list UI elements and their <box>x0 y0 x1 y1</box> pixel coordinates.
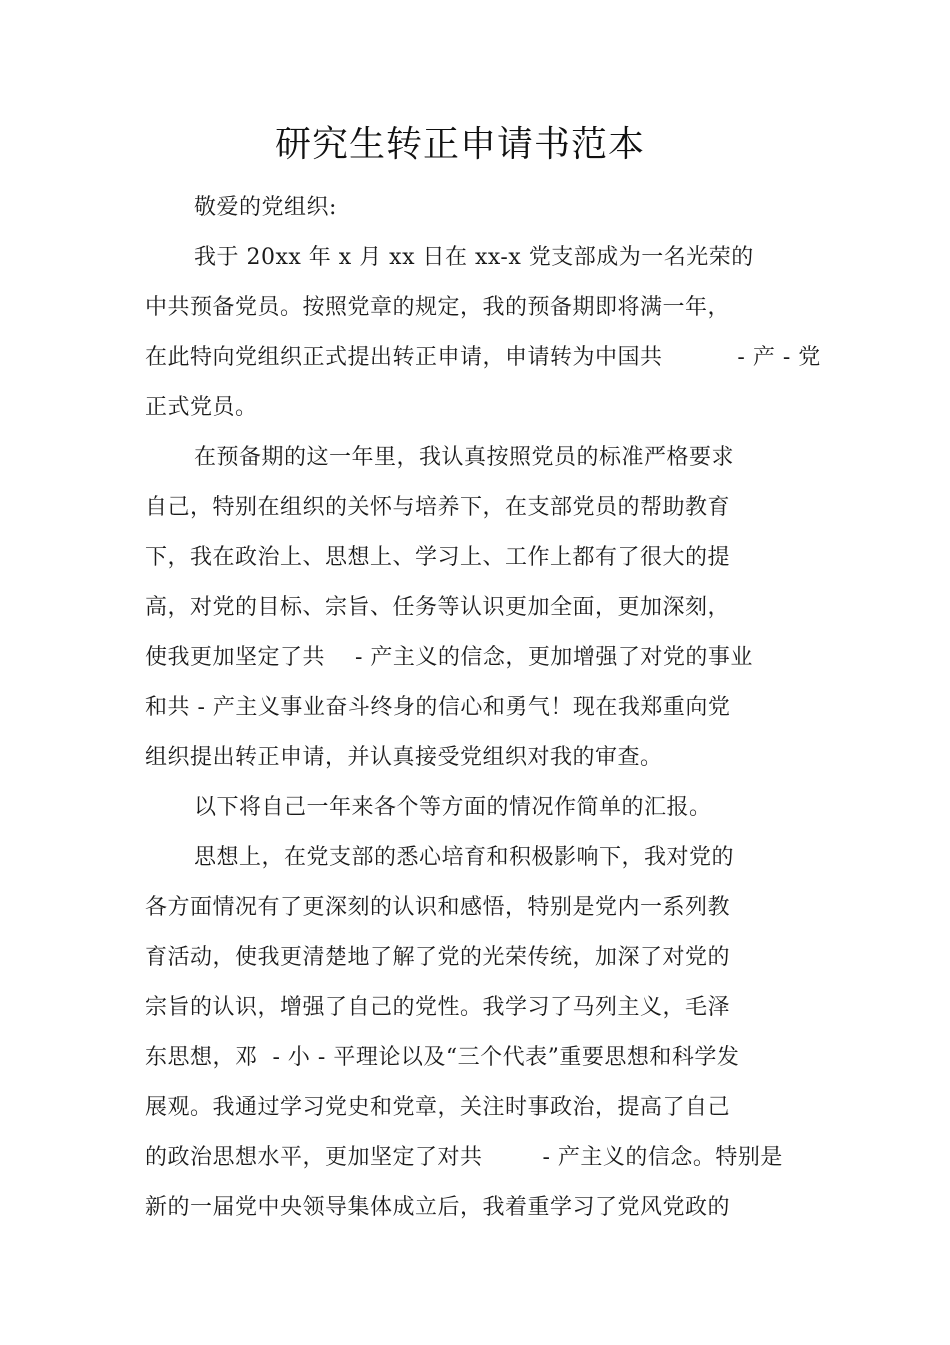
paragraph-line: 育活动，使我更清楚地了解了党的光荣传统，加深了对党的 <box>145 945 731 970</box>
paragraph-line: 在此特向党组织正式提出转正申请，申请转为中国共 - 产 - 党 <box>145 345 821 370</box>
paragraph-line: 我于 20xx 年 x 月 xx 日在 xx-x 党支部成为一名光荣的 <box>194 245 754 270</box>
paragraph-line: 思想上，在党支部的悉心培育和积极影响下，我对党的 <box>194 845 735 870</box>
paragraph-line: 的政治思想水平，更加坚定了对共 - 产主义的信念。特别是 <box>145 1145 783 1170</box>
paragraph-line: 东思想，邓 - 小 - 平理论以及“三个代表”重要思想和科学发 <box>145 1045 740 1070</box>
salutation: 敬爱的党组织: <box>194 195 337 220</box>
paragraph-line: 各方面情况有了更深刻的认识和感悟，特别是党内一系列教 <box>145 895 731 920</box>
paragraph-line: 使我更加坚定了共 - 产主义的信念，更加增强了对党的事业 <box>145 645 753 670</box>
paragraph-line: 中共预备党员。按照党章的规定，我的预备期即将满一年， <box>145 295 731 320</box>
paragraph-line: 高，对党的目标、宗旨、任务等认识更加全面，更加深刻， <box>145 595 731 620</box>
document-title: 研究生转正申请书范本 <box>274 124 645 165</box>
paragraph-line: 和共 - 产主义事业奋斗终身的信心和勇气！现在我郑重向党 <box>145 695 731 720</box>
paragraph-line: 在预备期的这一年里，我认真按照党员的标准严格要求 <box>194 445 735 470</box>
paragraph-line: 以下将自己一年来各个等方面的情况作简单的汇报。 <box>194 795 712 820</box>
paragraph-line: 组织提出转正申请，并认真接受党组织对我的审查。 <box>145 745 663 770</box>
paragraph-line: 下，我在政治上、思想上、学习上、工作上都有了很大的提 <box>145 545 731 570</box>
paragraph-line: 新的一届党中央领导集体成立后，我着重学习了党风党政的 <box>145 1195 731 1220</box>
paragraph-line: 展观。我通过学习党史和党章，关注时事政治，提高了自己 <box>145 1095 731 1120</box>
paragraph-line: 自己，特别在组织的关怀与培养下，在支部党员的帮助教育 <box>145 495 731 520</box>
paragraph-line: 正式党员。 <box>145 395 258 420</box>
paragraph-line: 宗旨的认识，增强了自己的党性。我学习了马列主义，毛泽 <box>145 995 731 1020</box>
